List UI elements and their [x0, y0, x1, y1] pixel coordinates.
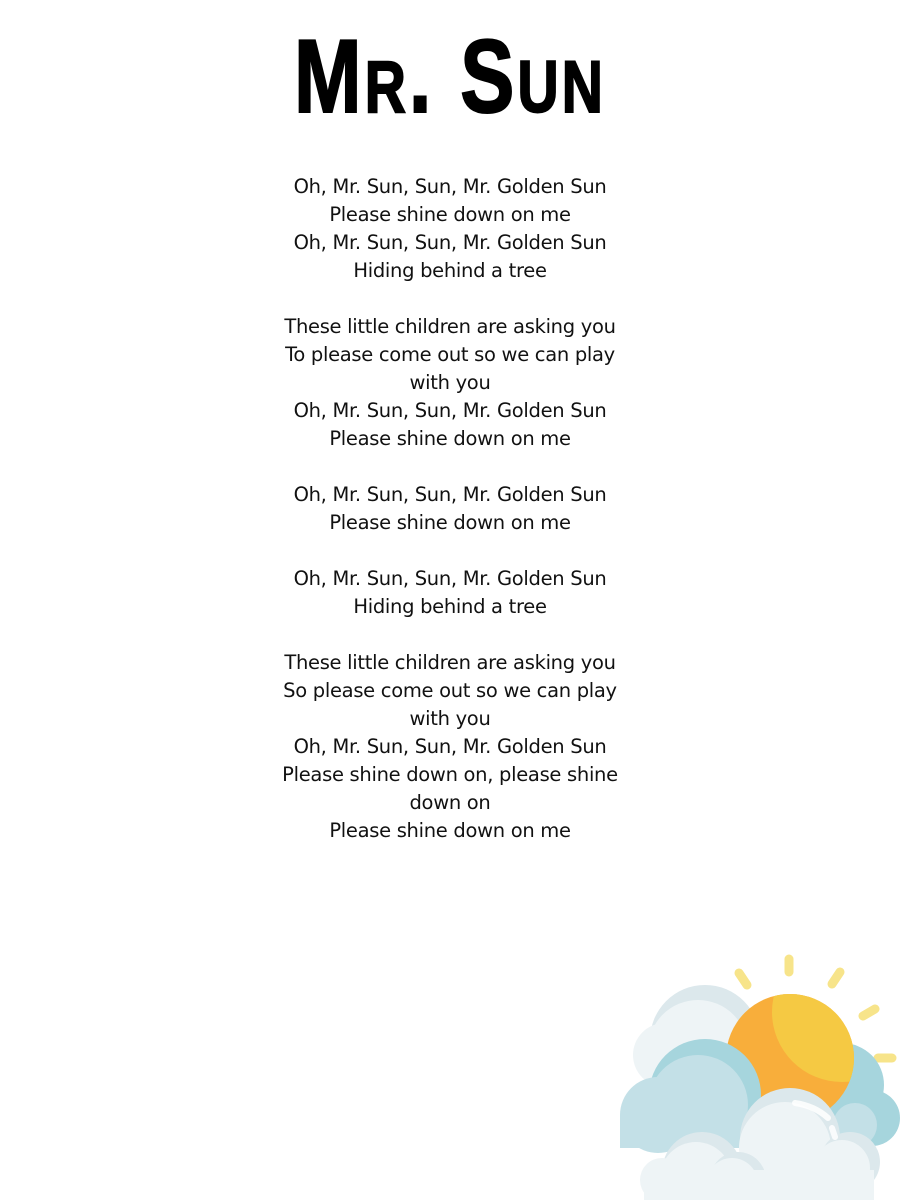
stanza: [270, 313, 630, 453]
stanza: [270, 649, 630, 845]
lyric-line: Oh, Mr. Sun, Sun, Mr. Golden Sun: [293, 567, 607, 590]
lyric-line: Please shine down on me: [329, 511, 571, 534]
lyric-line: with you: [409, 707, 491, 730]
lyric-line: Hiding behind a tree: [353, 595, 547, 618]
lyric-line: These little children are asking you: [284, 651, 616, 674]
lyric-line: with you: [409, 371, 491, 394]
stanza: [270, 173, 630, 285]
lyric-line: Oh, Mr. Sun, Sun, Mr. Golden Sun: [293, 399, 607, 422]
lyric-line: Oh, Mr. Sun, Sun, Mr. Golden Sun: [293, 175, 607, 198]
lyric-line: down on: [409, 791, 491, 814]
page-title: Mr. Sun: [294, 19, 606, 135]
lyric-line: These little children are asking you: [284, 315, 616, 338]
lyric-line: Hiding behind a tree: [353, 259, 547, 282]
sun-behind-clouds-icon: [610, 940, 900, 1200]
stanza: [270, 481, 630, 537]
lyric-line: Please shine down on, please shine: [282, 763, 618, 786]
lyric-line: Oh, Mr. Sun, Sun, Mr. Golden Sun: [293, 483, 607, 506]
lyric-line: Please shine down on me: [329, 819, 571, 842]
stanza: [270, 565, 630, 621]
lyrics: [270, 173, 630, 873]
title-container: [0, 19, 900, 135]
lyric-line: So please come out so we can play: [283, 679, 617, 702]
lyric-line: Please shine down on me: [329, 203, 571, 226]
lyric-line: Oh, Mr. Sun, Sun, Mr. Golden Sun: [293, 231, 607, 254]
lyric-line: Please shine down on me: [329, 427, 571, 450]
lyric-line: Oh, Mr. Sun, Sun, Mr. Golden Sun: [293, 735, 607, 758]
lyric-line: To please come out so we can play: [285, 343, 615, 366]
